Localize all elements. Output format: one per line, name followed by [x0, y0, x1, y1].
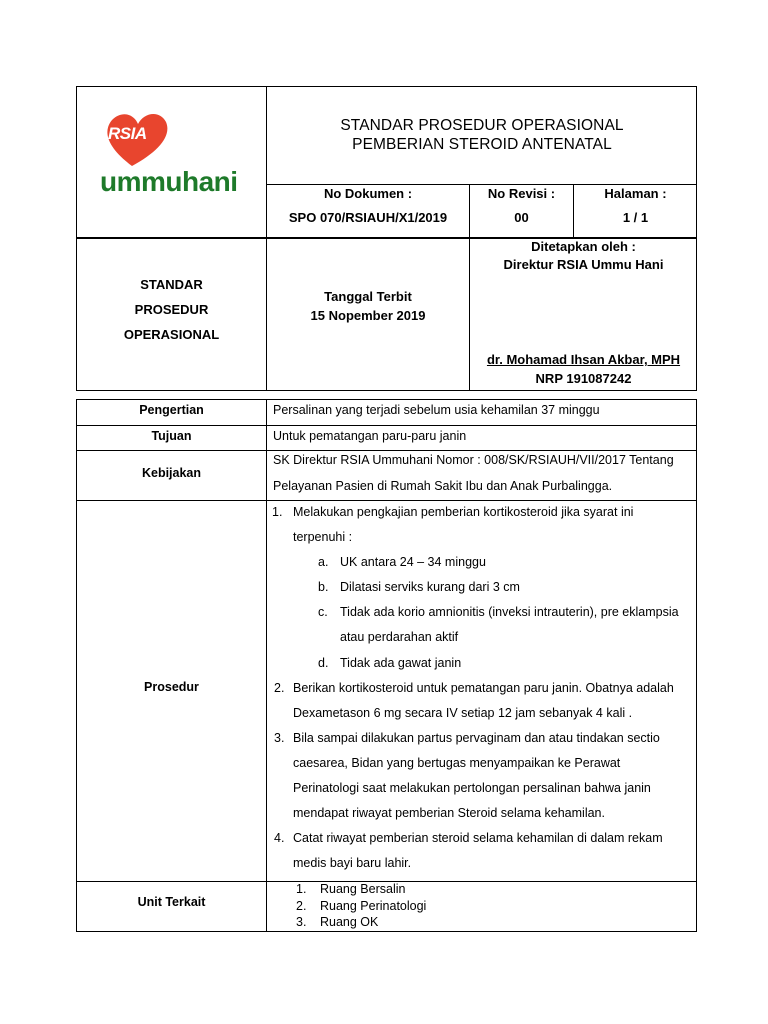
- hospital-logo: [100, 108, 245, 203]
- no-revisi-value: 00: [514, 210, 529, 225]
- step-text: terpenuhi :: [293, 530, 353, 544]
- step-text: Dexametason 6 mg secara IV setiap 12 jam sebanyak 4 kali .: [293, 706, 633, 720]
- signer-nrp: NRP 191087242: [535, 371, 632, 386]
- spo-label-line1: STANDAR: [140, 277, 203, 292]
- sub-item-mark: c.: [318, 605, 328, 619]
- tujuan-text: Untuk pematangan paru-paru janin: [273, 429, 467, 443]
- step-number: 2.: [274, 681, 285, 695]
- document-title-line2: PEMBERIAN STEROID ANTENATAL: [352, 136, 612, 153]
- kebijakan-line2: Pelayanan Pasien di Rumah Sakit Ibu dan Anak Purbalingga.: [273, 479, 613, 493]
- unit-number: 2.: [296, 899, 307, 913]
- kebijakan-line1: SK Direktur RSIA Ummuhani Nomor : 008/SK/RSIAUH/VII/2017 Tentang: [273, 453, 674, 467]
- step-text: mendapat riwayat pemberian Steroid selama kehamilan.: [293, 806, 605, 820]
- row-divider: [76, 500, 697, 501]
- step-number: 4.: [274, 831, 285, 845]
- sub-item-text: Tidak ada gawat janin: [340, 656, 462, 670]
- sub-item-mark: d.: [318, 656, 329, 670]
- step-text: medis bayi baru lahir.: [293, 856, 412, 870]
- document-title-line1: STANDAR PROSEDUR OPERASIONAL: [340, 117, 624, 134]
- header-row-divider: [266, 184, 697, 185]
- step-text: caesarea, Bidan yang bertugas menyampaikan ke Perawat: [293, 756, 621, 770]
- step-text: Berikan kortikosteroid untuk pematangan paru janin. Obatnya adalah: [293, 681, 674, 695]
- no-dokumen-label: No Dokumen :: [323, 186, 413, 201]
- halaman-label: Halaman :: [604, 186, 667, 201]
- spo-label-line3: OPERASIONAL: [123, 327, 220, 342]
- sub-item-text: Dilatasi serviks kurang dari 3 cm: [340, 580, 520, 594]
- step-text: Melakukan pengkajian pemberian kortikosteroid jika syarat ini: [293, 505, 634, 519]
- unit-item: Ruang Perinatologi: [320, 899, 427, 913]
- tanggal-terbit-value: 15 Nopember 2019: [310, 308, 426, 323]
- row-divider: [76, 425, 697, 426]
- no-dokumen-value: SPO 070/RSIAUH/X1/2019: [288, 210, 448, 225]
- step-number: 1.: [272, 505, 283, 519]
- unit-number: 3.: [296, 915, 307, 929]
- unit-terkait-label: Unit Terkait: [137, 895, 206, 909]
- sub-item-text: UK antara 24 – 34 minggu: [340, 555, 486, 569]
- sub-item-text: Tidak ada korio amnionitis (inveksi intrauterin), pre eklampsia: [340, 605, 679, 619]
- unit-item: Ruang OK: [320, 915, 379, 929]
- prosedur-label: Prosedur: [144, 680, 199, 694]
- signer-name: dr. Mohamad Ihsan Akbar, MPH: [486, 352, 681, 367]
- logo-badge-text: RSIA: [108, 124, 147, 143]
- step-number: 3.: [274, 731, 285, 745]
- halaman-value: 1 / 1: [622, 210, 649, 225]
- step-text: Perinatologi saat melakukan pertolongan persalinan bahwa janin: [293, 781, 651, 795]
- no-revisi-label: No Revisi :: [487, 186, 556, 201]
- tanggal-terbit-label: Tanggal Terbit: [324, 289, 412, 304]
- unit-number: 1.: [296, 882, 307, 896]
- sub-item-mark: a.: [318, 555, 329, 569]
- pengertian-text: Persalinan yang terjadi sebelum usia kehamilan 37 minggu: [273, 403, 600, 417]
- sub-item-mark: b.: [318, 580, 329, 594]
- body-divider: [266, 399, 267, 932]
- ditetapkan-label: Ditetapkan oleh :: [531, 239, 636, 254]
- row-divider: [76, 450, 697, 451]
- sub-item-text: atau perdarahan aktif: [340, 630, 459, 644]
- unit-item: Ruang Bersalin: [320, 882, 406, 896]
- logo-name-text: ummuhani: [100, 166, 238, 197]
- pengertian-label: Pengertian: [139, 403, 204, 417]
- tujuan-label: Tujuan: [151, 429, 192, 443]
- ditetapkan-by: Direktur RSIA Ummu Hani: [503, 257, 664, 272]
- spo-label-line2: PROSEDUR: [134, 302, 209, 317]
- step-text: Catat riwayat pemberian steroid selama kehamilan di dalam rekam: [293, 831, 663, 845]
- kebijakan-label: Kebijakan: [141, 466, 202, 480]
- step-text: Bila sampai dilakukan partus pervaginam dan atau tindakan sectio: [293, 731, 660, 745]
